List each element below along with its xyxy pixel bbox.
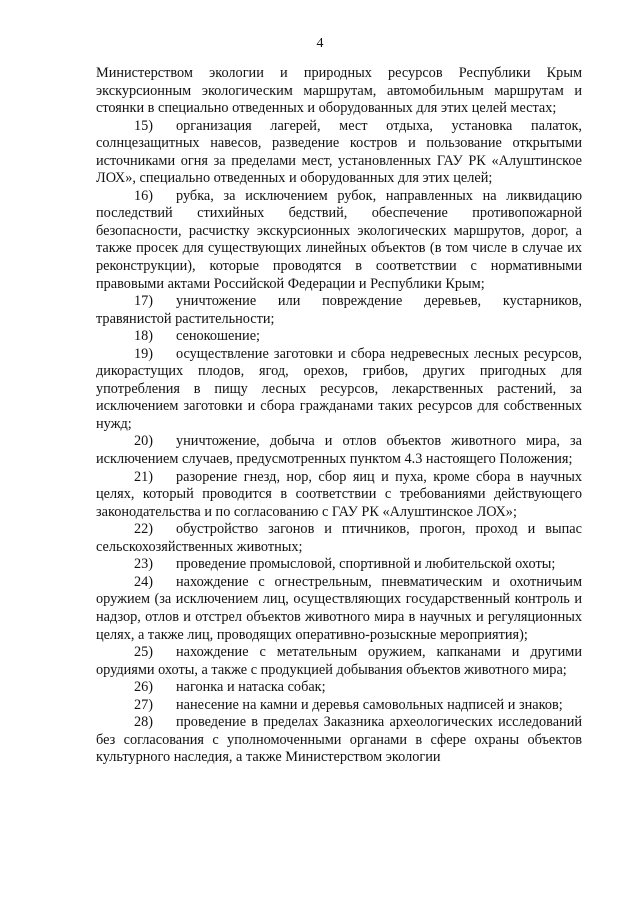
list-item xyxy=(96,697,582,715)
item-number: 15) xyxy=(134,117,154,134)
item-text: нахождение с метательным оружием, капканами и другими орудиями охоты, а также с продукцией добывания объектов животного мира; xyxy=(96,644,582,678)
item-text: разорение гнезд, нор, сбор яиц и пуха, кроме сбора в научных целях, который проводится в соответствии с требованиями действующего законодательства и по согласованию с ГАУ РК «Алуштинское ЛОХ»; xyxy=(96,468,582,520)
item-text: нанесение на камни и деревья самовольных надписей и знаков; xyxy=(176,696,563,713)
list-item xyxy=(96,469,582,522)
item-text: обустройство загонов и птичников, прогон, проход и выпас сельскохозяйственных животных; xyxy=(96,521,582,555)
page-body xyxy=(96,65,582,767)
item-text: рубка, за исключением рубок, направленных на ликвидацию последствий стихийных бедствий, обеспечение противопожарной безопасности, расчистку экскурсионных экологических маршрутов, дорог, а также просек для существующих линейных объектов (в том числе в случае их реконструкции), которые проводятся в соответствии с нормативными правовыми актами Российской Федерации и Республики Крым; xyxy=(96,187,582,292)
list-item xyxy=(96,328,582,346)
item-number: 23) xyxy=(134,556,154,573)
list-item xyxy=(96,188,582,293)
item-number: 28) xyxy=(134,714,154,731)
item-number: 25) xyxy=(134,644,154,661)
item-number: 26) xyxy=(134,679,154,696)
item-text: сенокошение; xyxy=(176,328,261,345)
item-text: нахождение с огнестрельным, пневматическим и охотничьим оружием (за исключением лиц, осуществляющих государственный контроль и надзор, отлов и отстрел объектов животного мира в научных и регуляционных целях, а также лиц, проводящих оперативно-розыскные мероприятия); xyxy=(96,573,582,643)
list-item xyxy=(96,521,582,556)
item-number: 24) xyxy=(134,573,154,590)
item-text: уничтожение, добыча и отлов объектов животного мира, за исключением случаев, предусмотренных пунктом 4.3 настоящего Положения; xyxy=(96,433,582,468)
paragraph-text: Министерством экологии и природных ресурсов Республики Крым экскурсионным экологическим маршрутам, автомобильным маршрутам и стоянки в специально отведенных и оборудованных для этих целей местах; xyxy=(96,65,582,117)
list-item xyxy=(96,118,582,188)
list-item xyxy=(96,644,582,679)
item-number: 16) xyxy=(134,187,154,204)
item-number: 17) xyxy=(134,293,154,310)
list-item xyxy=(96,433,582,468)
list-item xyxy=(96,556,582,574)
item-text: проведение промысловой, спортивной и любительской охоты; xyxy=(176,556,556,573)
paragraph-continuation xyxy=(96,65,582,118)
item-number: 22) xyxy=(134,521,154,538)
item-text: уничтожение или повреждение деревьев, кустарников, травянистой растительности; xyxy=(96,293,582,327)
item-number: 21) xyxy=(134,468,154,485)
item-text: организация лагерей, мест отдыха, установка палаток, солнцезащитных навесов, разведение костров и пользование открытыми источниками огня за пределами мест, установленных ГАУ РК «Алуштинское ЛОХ», специально отведенных и оборудованных для этих целей; xyxy=(96,117,582,187)
item-number: 27) xyxy=(134,696,154,713)
list-item xyxy=(96,679,582,697)
list-item xyxy=(96,346,582,434)
list-item xyxy=(96,714,582,767)
item-text: осуществление заготовки и сбора недревесных лесных ресурсов, дикорастущих плодов, ягод, орехов, грибов, других пригодных для употребления в пищу лесных ресурсов, лекарственных растений, за исключением заготовки и сбора гражданами таких ресурсов для собственных нужд; xyxy=(96,345,582,432)
item-number: 20) xyxy=(134,433,154,450)
item-text: нагонка и натаска собак; xyxy=(176,679,326,696)
item-number: 19) xyxy=(134,345,154,362)
page-number: 4 xyxy=(316,36,324,51)
list-item xyxy=(96,574,582,644)
item-number: 18) xyxy=(134,328,154,345)
list-item xyxy=(96,293,582,328)
item-text: проведение в пределах Заказника археологических исследований без согласования с уполномоченными органами в сфере охраны объектов культурного наследия, а также Министерством экологии xyxy=(96,714,582,766)
